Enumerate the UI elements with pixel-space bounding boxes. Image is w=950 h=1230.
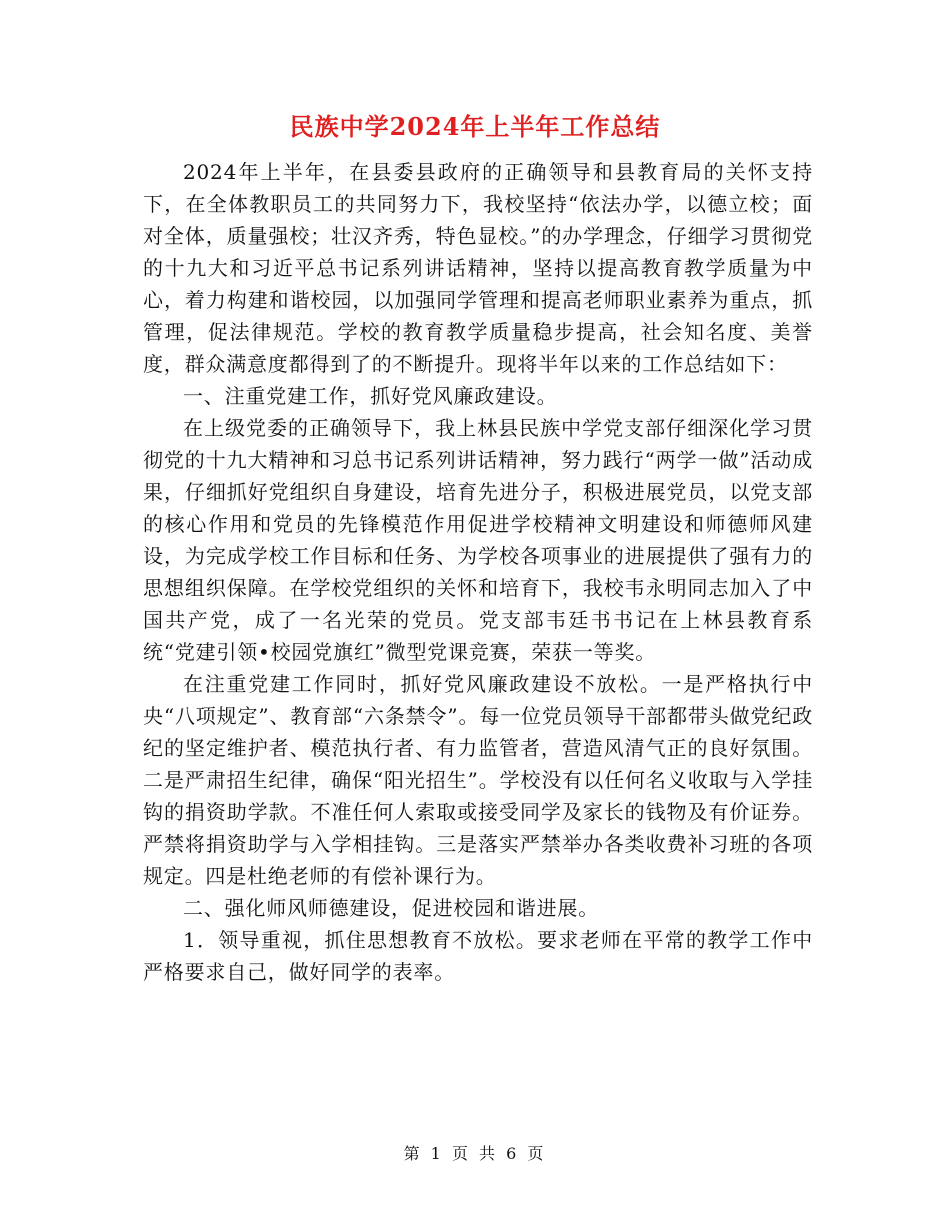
page-footer: 第 1 页 共 6 页: [403, 1144, 547, 1163]
document-body: [143, 156, 813, 988]
document-title: 民族中学2024年上半年工作总结: [289, 112, 661, 141]
section-heading-party-building: 一、注重党建工作，抓好党风廉政建设。: [183, 384, 558, 408]
paragraph-leadership: 1．领导重视，抓住思想教育不放松。要求老师在平常的教学工作中严格要求自己，做好同学的表率。: [143, 928, 813, 984]
paragraph-party-branch: 在上级党委的正确领导下，我上林县民族中学党支部仔细深化学习贯彻党的十九大精神和习总书记系列讲话精神，努力践行“两学一做”活动成果，仔细抓好党组织自身建设，培育先进分子，积极进展党员，以党支部的核心作用和党员的先锋模范作用促进学校精神文明建设和师德师风建设，为完成学校工作目标和任务、为学校各项事业的进展提供了强有力的思想组织保障。在学校党组织的关怀和培育下，我校韦永明同志加入了中国共产党，成了一名光荣的党员。党支部韦廷书书记在上林县教育系统“党建引领•校园党旗红”微型党课竞赛，荣获一等奖。: [143, 416, 813, 664]
paragraph-clean-government: 在注重党建工作同时，抓好党风廉政建设不放松。一是严格执行中央“八项规定”、教育部“六条禁令”。每一位党员领导干部都带头做党纪政纪的坚定维护者、模范执行者、有力监管者，营造风清气正的良好氛围。二是严肃招生纪律，确保“阳光招生”。学校没有以任何名义收取与入学挂钩的捐资助学款。不准任何人索取或接受同学及家长的钱物及有价证券。严禁将捐资助学与入学相挂钩。三是落实严禁举办各类收费补习班的各项规定。四是杜绝老师的有偿补课行为。: [143, 672, 813, 888]
section-heading-teacher-ethics: 二、强化师风师德建设，促进校园和谐进展。: [183, 896, 599, 920]
paragraph-intro: 2024年上半年，在县委县政府的正确领导和县教育局的关怀支持下，在全体教职员工的共同努力下，我校坚持“依法办学，以德立校；面对全体，质量强校；壮汉齐秀，特色显校。”的办学理念，仔细学习贯彻党的十九大和习近平总书记系列讲话精神，坚持以提高教育教学质量为中心，着力构建和谐校园，以加强同学管理和提高老师职业素养为重点，抓管理，促法律规范。学校的教育教学质量稳步提高，社会知名度、美誉度，群众满意度都得到了的不断提升。现将半年以来的工作总结如下：: [143, 160, 813, 376]
